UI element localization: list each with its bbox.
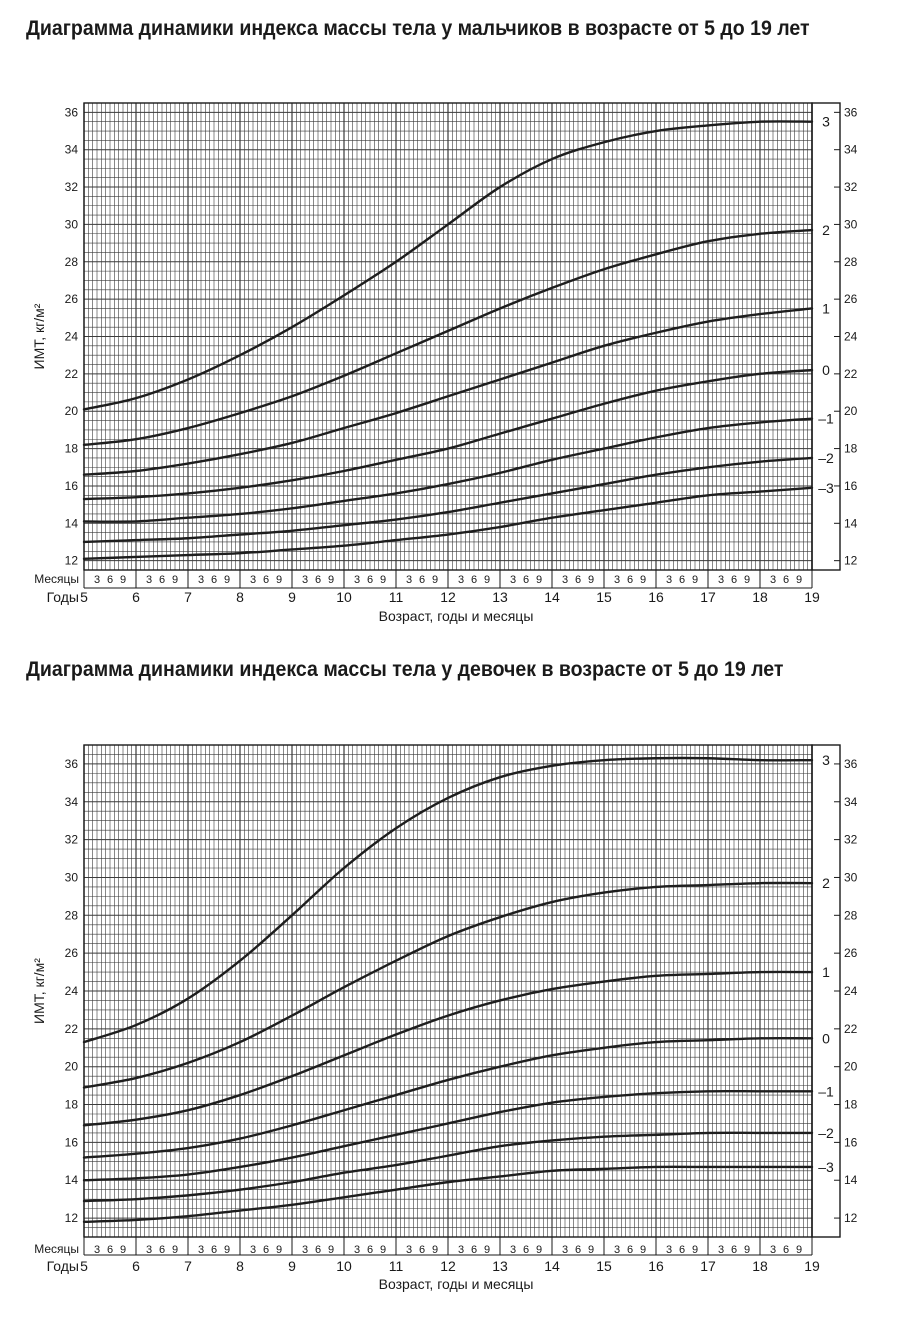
month-tick-label: 6 (730, 1244, 738, 1256)
year-tick-label: 14 (544, 589, 560, 605)
month-tick-label: 3 (301, 1244, 309, 1256)
month-tick-label: 9 (795, 574, 803, 586)
year-tick-label: 8 (236, 1258, 244, 1274)
y-tick-label-right: 22 (844, 366, 858, 381)
y-tick-label-left: 26 (64, 946, 78, 961)
y-tick-label-left: 14 (64, 1173, 78, 1188)
month-tick-label: 6 (522, 574, 530, 586)
year-tick-label: 12 (440, 589, 456, 605)
y-tick-label-right: 34 (844, 794, 858, 809)
month-tick-label: 9 (431, 574, 439, 586)
months-row-label: Месяцы (34, 1242, 79, 1256)
y-tick-label-left: 20 (64, 1059, 78, 1074)
year-tick-label: 10 (336, 1258, 352, 1274)
month-tick-label: 9 (743, 1244, 751, 1256)
y-tick-label-right: 32 (844, 180, 858, 195)
month-tick-label: 3 (145, 574, 153, 586)
y-tick-label-right: 24 (844, 329, 858, 344)
month-tick-label: 9 (691, 1244, 699, 1256)
y-tick-label-right: 20 (844, 404, 858, 419)
series-label-sd2: 2 (822, 875, 830, 892)
year-tick-label: 5 (80, 1258, 88, 1274)
month-tick-label: 9 (587, 574, 595, 586)
month-tick-label: 9 (743, 574, 751, 586)
year-tick-label: 11 (388, 589, 404, 605)
series-label-sd-2: –2 (818, 449, 834, 466)
month-tick-label: 6 (314, 574, 322, 586)
y-tick-label-left: 12 (64, 1211, 78, 1226)
month-tick-label: 3 (509, 574, 517, 586)
y-tick-label-left: 36 (64, 105, 78, 120)
months-row-label: Месяцы (34, 572, 79, 586)
month-tick-label: 6 (782, 574, 790, 586)
month-tick-label: 6 (782, 1244, 790, 1256)
series-label-sd-1: –1 (818, 1083, 834, 1100)
year-tick-label: 15 (596, 1258, 612, 1274)
month-tick-label: 9 (223, 1244, 231, 1256)
y-tick-label-left: 14 (64, 516, 78, 531)
year-tick-label: 17 (700, 1258, 716, 1274)
y-tick-label-right: 22 (844, 1021, 858, 1036)
y-axis-label: ИМТ, кг/м² (31, 958, 47, 1024)
month-tick-label: 3 (717, 1244, 725, 1256)
y-tick-label-right: 12 (844, 1211, 858, 1226)
month-tick-label: 3 (93, 1244, 101, 1256)
y-axis-label: ИМТ, кг/м² (31, 303, 47, 370)
year-tick-label: 6 (132, 1258, 140, 1274)
y-tick-label-left: 16 (64, 478, 78, 493)
year-tick-label: 10 (336, 589, 352, 605)
y-tick-label-right: 14 (844, 1173, 858, 1188)
x-axis-label: Возраст, годы и месяцы (378, 1276, 534, 1292)
y-tick-label-left: 32 (64, 832, 78, 847)
month-tick-label: 6 (158, 574, 166, 586)
month-tick-label: 6 (366, 1244, 374, 1256)
y-tick-label-right: 18 (844, 441, 858, 456)
series-label-sd0: 0 (822, 362, 830, 379)
y-tick-label-right: 36 (844, 105, 858, 120)
month-tick-label: 9 (535, 1244, 543, 1256)
series-label-sd-3: –3 (818, 479, 834, 496)
y-tick-label-right: 20 (844, 1059, 858, 1074)
years-row-label: Годы (46, 1258, 79, 1274)
y-tick-label-left: 30 (64, 217, 78, 232)
year-tick-label: 11 (388, 1258, 404, 1274)
year-tick-label: 19 (804, 1258, 820, 1274)
month-tick-label: 3 (509, 1244, 517, 1256)
month-tick-label: 9 (483, 1244, 491, 1256)
series-label-sd3: 3 (822, 113, 830, 130)
series-label-sd1: 1 (822, 964, 830, 981)
month-tick-label: 3 (93, 574, 101, 586)
month-tick-label: 3 (769, 574, 777, 586)
year-tick-label: 18 (752, 1258, 768, 1274)
series-label-sd-3: –3 (818, 1158, 834, 1175)
month-tick-label: 3 (665, 1244, 673, 1256)
y-tick-label-left: 26 (64, 292, 78, 307)
month-tick-label: 3 (249, 1244, 257, 1256)
y-tick-label-right: 18 (844, 1097, 858, 1112)
years-row-label: Годы (46, 589, 79, 605)
month-tick-label: 3 (665, 574, 673, 586)
month-tick-label: 3 (405, 574, 413, 586)
month-tick-label: 3 (457, 1244, 465, 1256)
y-tick-label-right: 30 (844, 217, 858, 232)
y-tick-label-left: 18 (64, 1097, 78, 1112)
y-tick-label-left: 22 (64, 366, 78, 381)
y-tick-label-left: 20 (64, 404, 78, 419)
month-tick-label: 3 (405, 1244, 413, 1256)
month-tick-label: 9 (639, 1244, 647, 1256)
y-tick-label-left: 34 (64, 794, 78, 809)
month-tick-label: 9 (795, 1244, 803, 1256)
month-tick-label: 9 (171, 1244, 179, 1256)
y-tick-label-right: 16 (844, 478, 858, 493)
boys-chart-title: Диаграмма динамики индекса массы тела у мальчиков в возрасте от 5 до 19 лет (26, 17, 810, 40)
y-tick-label-left: 24 (64, 984, 78, 998)
year-tick-label: 7 (184, 1258, 192, 1274)
plot-area (31, 745, 858, 1292)
grid (84, 745, 812, 1237)
month-tick-label: 9 (119, 574, 127, 586)
y-tick-label-left: 22 (64, 1021, 78, 1036)
y-tick-label-left: 28 (64, 254, 78, 269)
year-tick-label: 16 (648, 589, 664, 605)
y-tick-label-right: 14 (844, 516, 858, 531)
year-tick-label: 19 (804, 589, 820, 605)
y-tick-label-left: 28 (64, 908, 78, 923)
year-tick-label: 6 (132, 589, 140, 605)
year-tick-label: 9 (288, 589, 296, 605)
month-tick-label: 6 (574, 574, 582, 586)
y-tick-label-left: 30 (64, 870, 78, 885)
year-tick-label: 9 (288, 1258, 296, 1274)
month-tick-label: 3 (197, 1244, 205, 1256)
month-tick-label: 6 (418, 1244, 426, 1256)
month-tick-label: 6 (106, 574, 114, 586)
year-tick-label: 15 (596, 589, 612, 605)
month-tick-label: 6 (262, 1244, 270, 1256)
month-tick-label: 6 (626, 574, 634, 586)
y-tick-label-left: 16 (64, 1135, 78, 1150)
month-tick-label: 6 (678, 574, 686, 586)
month-tick-label: 3 (301, 574, 309, 586)
month-tick-label: 3 (353, 1244, 361, 1256)
month-tick-label: 6 (470, 574, 478, 586)
month-tick-label: 9 (691, 574, 699, 586)
y-tick-label-left: 32 (64, 180, 78, 195)
month-tick-label: 6 (730, 574, 738, 586)
x-axis-label: Возраст, годы и месяцы (378, 608, 534, 624)
month-tick-label: 6 (522, 1244, 530, 1256)
year-tick-label: 7 (184, 589, 192, 605)
month-tick-label: 9 (483, 574, 491, 586)
y-tick-label-right: 24 (844, 984, 858, 998)
month-tick-label: 9 (223, 574, 231, 586)
y-tick-label-right: 12 (844, 553, 858, 568)
series-label-sd0: 0 (822, 1030, 830, 1047)
month-tick-label: 3 (561, 1244, 569, 1256)
y-tick-label-right: 34 (844, 142, 858, 157)
month-tick-label: 6 (106, 1244, 114, 1256)
y-tick-label-left: 12 (64, 553, 78, 568)
month-tick-label: 6 (210, 574, 218, 586)
month-tick-label: 3 (613, 1244, 621, 1256)
series-label-sd-1: –1 (818, 410, 834, 427)
year-tick-label: 14 (544, 1258, 560, 1274)
month-tick-label: 3 (249, 574, 257, 586)
y-tick-label-right: 26 (844, 946, 858, 961)
year-tick-label: 17 (700, 589, 716, 605)
y-tick-label-right: 32 (844, 832, 858, 847)
month-tick-label: 9 (431, 1244, 439, 1256)
y-tick-label-right: 28 (844, 254, 858, 269)
girls-chart-title: Диаграмма динамики индекса массы тела у девочек в возрасте от 5 до 19 лет (26, 658, 784, 681)
month-tick-label: 6 (574, 1244, 582, 1256)
month-tick-label: 9 (275, 574, 283, 586)
series-label-sd2: 2 (822, 222, 830, 239)
series-label-sd3: 3 (822, 752, 830, 769)
y-tick-label-right: 26 (844, 292, 858, 307)
month-tick-label: 6 (366, 574, 374, 586)
series-label-sd1: 1 (822, 300, 830, 317)
month-tick-label: 6 (158, 1244, 166, 1256)
month-tick-label: 6 (678, 1244, 686, 1256)
month-tick-label: 9 (275, 1244, 283, 1256)
month-tick-label: 3 (145, 1244, 153, 1256)
month-tick-label: 9 (379, 1244, 387, 1256)
month-tick-label: 3 (353, 574, 361, 586)
month-tick-label: 9 (639, 574, 647, 586)
month-tick-label: 6 (418, 574, 426, 586)
month-tick-label: 6 (314, 1244, 322, 1256)
year-tick-label: 13 (492, 589, 508, 605)
y-tick-label-right: 28 (844, 908, 858, 923)
year-tick-label: 5 (80, 589, 88, 605)
month-tick-label: 6 (262, 574, 270, 586)
y-tick-label-left: 24 (64, 329, 78, 344)
y-tick-label-left: 36 (64, 756, 78, 771)
year-tick-label: 16 (648, 1258, 664, 1274)
year-tick-label: 13 (492, 1258, 508, 1274)
y-tick-label-right: 16 (844, 1135, 858, 1150)
month-tick-label: 3 (457, 574, 465, 586)
year-tick-label: 18 (752, 589, 768, 605)
y-tick-label-right: 36 (844, 756, 858, 771)
y-tick-label-left: 34 (64, 142, 78, 157)
month-tick-label: 3 (717, 574, 725, 586)
month-tick-label: 3 (769, 1244, 777, 1256)
y-tick-label-left: 18 (64, 441, 78, 456)
month-tick-label: 3 (197, 574, 205, 586)
series-label-sd-2: –2 (818, 1124, 834, 1141)
month-tick-label: 9 (327, 1244, 335, 1256)
month-tick-label: 3 (561, 574, 569, 586)
month-tick-label: 3 (613, 574, 621, 586)
month-tick-label: 9 (379, 574, 387, 586)
year-tick-label: 12 (440, 1258, 456, 1274)
month-tick-label: 9 (535, 574, 543, 586)
month-tick-label: 6 (470, 1244, 478, 1256)
month-tick-label: 6 (210, 1244, 218, 1256)
month-tick-label: 9 (171, 574, 179, 586)
y-tick-label-right: 30 (844, 870, 858, 885)
month-tick-label: 6 (626, 1244, 634, 1256)
month-tick-label: 9 (587, 1244, 595, 1256)
month-tick-label: 9 (119, 1244, 127, 1256)
year-tick-label: 8 (236, 589, 244, 605)
month-tick-label: 9 (327, 574, 335, 586)
